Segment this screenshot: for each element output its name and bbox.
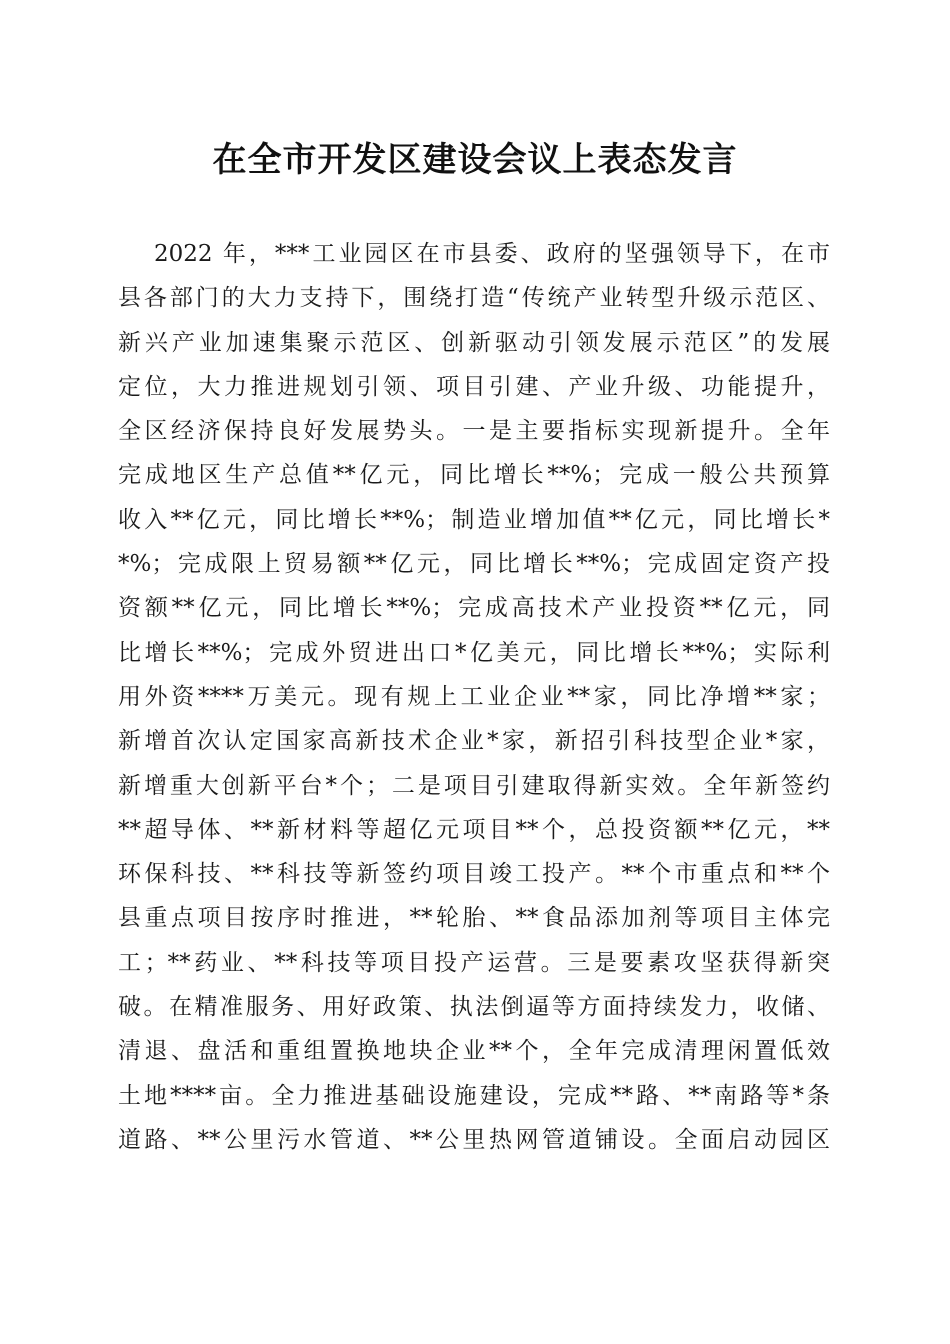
paragraph-line: 2022 年，***工业园区在市县委、政府的坚强领导下，在市 [154, 241, 830, 267]
paragraph-line: 新兴产业加速集聚示范区、创新驱动引领发展示范区”的发展 [118, 329, 830, 356]
paragraph-line: 工；**药业、**科技等项目投产运营。三是要素攻坚获得新突 [118, 949, 830, 976]
document-title: 在全市开发区建设会议上表态发言 [212, 140, 738, 180]
paragraph-line: 用外资****万美元。现有规上工业企业**家，同比净增**家； [118, 683, 830, 710]
paragraph-line: **超导体、**新材料等超亿元项目**个，总投资额**亿元，** [118, 816, 830, 843]
paragraph-line: 破。在精准服务、用好政策、执法倒逼等方面持续发力，收储、 [118, 994, 830, 1021]
paragraph-line: 完成地区生产总值**亿元，同比增长**%；完成一般公共预算 [118, 462, 830, 489]
paragraph-line: 环保科技、**科技等新签约项目竣工投产。**个市重点和**个 [118, 861, 830, 888]
paragraph-line: 清退、盘活和重组置换地块企业**个，全年完成清理闲置低效 [118, 1038, 830, 1065]
paragraph-line: *%；完成限上贸易额**亿元，同比增长**%；完成固定资产投 [118, 551, 830, 578]
paragraph-line: 县各部门的大力支持下，围绕打造“传统产业转型升级示范区、 [118, 285, 830, 312]
paragraph-line: 县重点项目按序时推进，**轮胎、**食品添加剂等项目主体完 [118, 905, 830, 932]
paragraph-line: 定位，大力推进规划引领、项目引建、产业升级、功能提升， [118, 373, 830, 400]
paragraph-line: 资额**亿元，同比增长**%；完成高技术产业投资**亿元，同 [118, 595, 830, 622]
paragraph-line: 收入**亿元，同比增长**%；制造业增加值**亿元，同比增长* [118, 506, 830, 533]
document-body [118, 232, 830, 1162]
paragraph-line: 新增首次认定国家高新技术企业*家，新招引科技型企业*家， [118, 728, 830, 755]
paragraph-line: 土地****亩。全力推进基础设施建设，完成**路、**南路等*条 [118, 1082, 830, 1109]
paragraph-line: 新增重大创新平台*个；二是项目引建取得新实效。全年新签约 [118, 772, 830, 799]
paragraph-line: 全区经济保持良好发展势头。一是主要指标实现新提升。全年 [118, 418, 830, 445]
paragraph-line: 道路、**公里污水管道、**公里热网管道铺设。全面启动园区 [118, 1126, 830, 1153]
paragraph-line: 比增长**%；完成外贸进出口*亿美元，同比增长**%；实际利 [118, 639, 830, 666]
